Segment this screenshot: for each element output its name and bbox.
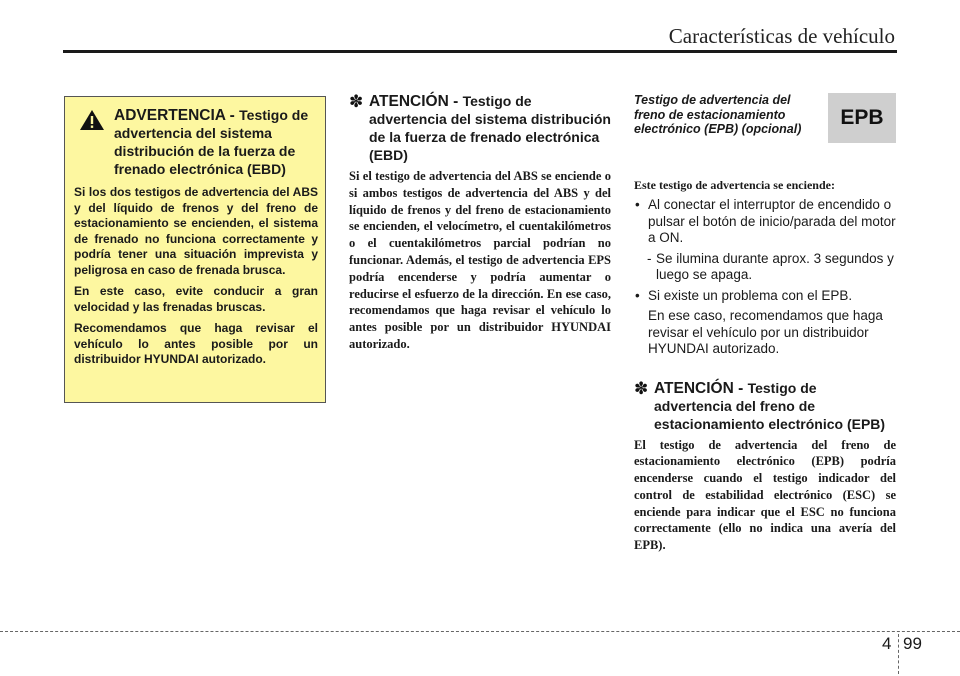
bullet-icon: • [635,287,640,303]
attention-keyword: ATENCIÓN - [369,93,463,110]
attention-epb-title: Testigo de advertencia del freno de estacionamiento electrónico (EPB) [654,379,886,432]
header-rule [63,50,897,53]
warning-body [74,185,318,368]
bullet-icon: • [635,197,640,212]
warning-box [64,96,326,403]
list-item [634,197,896,247]
attention-ebd-title: Testigo de advertencia del sistema distribución de la fuerza de frenado electrónica (EBD) [369,93,611,163]
epb-badge: EPB [828,93,896,143]
attention-epb-heading [634,380,896,434]
chapter-number: 4 [882,634,892,653]
attention-keyword: ATENCIÓN - [654,379,748,397]
warning-paragraph: Si los dos testigos de advertencia del ABS y del líquido de frenos y del freno de estacionamiento se encienden, el sistema de frenado no funciona correctamente y podría tener una situación imprevista y peligrosa en caso de frenada brusca. [74,185,318,277]
epb-section [634,93,896,554]
epb-heading [634,93,896,159]
warning-heading [74,107,318,179]
attention-epb-body: El testigo de advertencia del freno de estacionamiento electrónico (EPB) podría encenderse cuando el testigo indicador del control de estabilidad electrónico (ESC) se enciende para indicar que el ESC no funciona correctamente (ello no indica una avería del EPB). [634,437,896,553]
footer-rule [0,631,960,632]
attention-asterisk-icon: ✽ [634,378,649,398]
list-item-continuation: En ese caso, recomendamos que haga revisar el vehículo por un distribuidor HYUNDAI autorizado. [648,308,883,356]
attention-ebd-body: Si el testigo de advertencia del ABS se enciende o si ambos testigos de advertencia del ABS y del líquido de frenos y del freno de estacionamiento se encienden, el velocímetro, el cuentakilómetros o el cuentakilómetros parcial podrían no funcionar. Además, el testigo de advertencia EPS podría encenderse y podría aumentar o reducirse el esfuerzo de la dirección. En ese caso, recomendamos que haga revisar el vehículo lo antes posible por un distribuidor HYUNDAI autorizado. [349,169,611,351]
epb-title: Testigo de advertencia del freno de estacionamiento electrónico (EPB) (opcional) [634,93,802,136]
warning-keyword: ADVERTENCIA - [114,107,240,124]
page-number: 99 [903,634,922,653]
warning-paragraph: En este caso, evite conducir a gran velocidad y las frenadas bruscas. [74,284,318,314]
list-item [634,288,896,305]
list-item-text: Si existe un problema con el EPB. [648,287,853,303]
attention-epb-section [634,380,896,555]
list-item-text: Al conectar el interruptor de encendido o pulsar el botón de inicio/parada del motor a ON. [648,197,896,245]
footer-separator [898,634,900,674]
warning-title: Testigo de advertencia del sistema distribución de la fuerza de frenado electrónica (EBD) [114,107,309,177]
attention-ebd-heading [349,93,611,165]
epb-intro: Este testigo de advertencia se enciende: [634,178,835,192]
page-header-title: Características de vehículo [668,24,895,48]
list-subitem-text: Se ilumina durante aprox. 3 segundos y luego se apaga. [656,250,894,282]
warning-paragraph: Recomendamos que haga revisar el vehículo lo antes posible por un distribuidor HYUNDAI autorizado. [74,321,318,366]
list-subitem [634,251,896,284]
attention-ebd-section [349,93,611,353]
dash-icon: - [647,250,652,266]
warning-triangle-icon [79,109,105,131]
attention-asterisk-icon: ✽ [349,92,364,111]
